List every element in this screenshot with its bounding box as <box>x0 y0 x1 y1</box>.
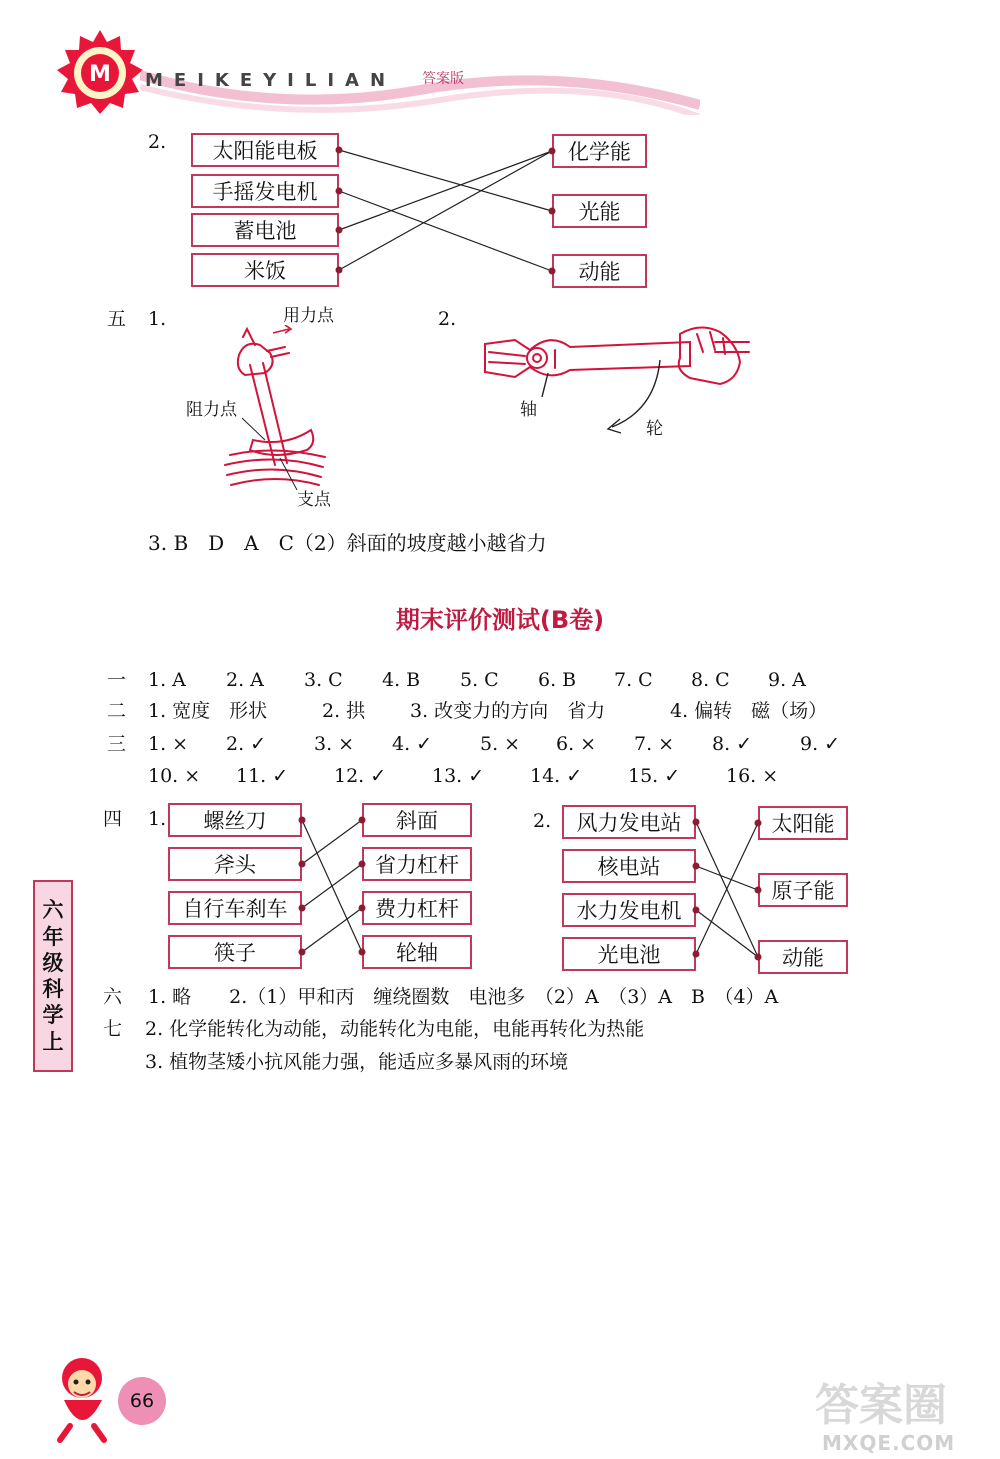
sec5-q3-answer: 3. B D A C（2）斜面的坡度越小越省力 <box>148 531 547 555</box>
grade-side-label <box>33 880 73 1072</box>
sec7-line1: 2. 化学能转化为动能，动能转化为电能，电能再转化为热能 <box>145 1018 645 1040</box>
answer-item: 15. ✓ <box>628 765 681 787</box>
sec6-label: 六 <box>103 986 123 1008</box>
match-right-item: 太阳能 <box>758 806 848 840</box>
answer-item: 8. ✓ <box>712 733 753 755</box>
match-left-item: 核电站 <box>562 849 696 883</box>
sec5-q1-number: 1. <box>148 308 167 330</box>
axle-label: 轴 <box>520 400 537 420</box>
effort-point-label: 用力点 <box>283 306 334 326</box>
mascot-icon <box>42 1348 122 1448</box>
match-left-item: 手摇发电机 <box>191 174 339 208</box>
answer-item: 5. × <box>480 733 521 755</box>
sec7-label: 七 <box>103 1018 123 1040</box>
side-char: 学 <box>42 1003 64 1028</box>
answer-item: 12. ✓ <box>334 765 387 787</box>
match-right-item: 动能 <box>758 940 848 974</box>
match-left-item: 自行车刹车 <box>168 891 302 925</box>
watermark-url: MXQE.COM <box>822 1431 956 1455</box>
answer-item: 10. × <box>148 765 201 787</box>
answer-item: 4. ✓ <box>392 733 433 755</box>
answer-item: 13. ✓ <box>432 765 485 787</box>
answer-item: 3. × <box>314 733 355 755</box>
answer-item: 8. C <box>691 669 730 691</box>
watermark-logo: 答案圈 <box>815 1380 947 1431</box>
resistance-point-label: 阻力点 <box>186 400 237 420</box>
match-right-item: 动能 <box>552 254 647 288</box>
answer-item: 1. A <box>148 669 186 691</box>
sec4-label: 四 <box>103 808 123 830</box>
sec5-q2-number: 2. <box>438 308 457 330</box>
match-left-item: 米饭 <box>191 253 339 287</box>
side-char: 级 <box>42 950 64 975</box>
side-char: 上 <box>42 1029 64 1054</box>
answer-item: 2. ✓ <box>226 733 267 755</box>
match-right-item: 斜面 <box>362 803 472 837</box>
sec4-match-lines <box>0 780 1000 1000</box>
match-left-item: 太阳能电板 <box>191 133 339 167</box>
brand-text: MEIKEYILIAN <box>145 70 397 91</box>
wheel-arrow-icon <box>520 355 700 445</box>
match-left-item: 螺丝刀 <box>168 803 302 837</box>
match-left-item: 筷子 <box>168 935 302 969</box>
sec5-label: 五 <box>107 308 127 330</box>
sec2-label: 二 <box>107 700 127 722</box>
answer-item: 11. ✓ <box>236 765 289 787</box>
answer-item: 14. ✓ <box>530 765 583 787</box>
match-right-item: 费力杠杆 <box>362 891 472 925</box>
match-left-item: 风力发电站 <box>562 805 696 839</box>
answer-item: 1. 宽度 形状 <box>148 700 268 722</box>
page-number: 66 <box>118 1377 166 1425</box>
fulcrum-label: 支点 <box>297 490 331 510</box>
edition-tag: 答案版 <box>422 71 464 87</box>
answer-item: 1. × <box>148 733 189 755</box>
match-left-item: 光电池 <box>562 937 696 971</box>
answer-item: 6. × <box>556 733 597 755</box>
answer-item: 3. C <box>304 669 343 691</box>
match-left-item: 水力发电机 <box>562 893 696 927</box>
answer-item: 16. × <box>726 765 779 787</box>
match-right-item: 化学能 <box>552 134 647 168</box>
answer-item: 3. 改变力的方向 省力 <box>410 700 606 722</box>
answer-item: 9. ✓ <box>800 733 841 755</box>
sec7-line2: 3. 植物茎矮小抗风能力强，能适应多暴风雨的环境 <box>145 1051 569 1073</box>
match-left-item: 蓄电池 <box>191 213 339 247</box>
page-title: 期末评价测试(B卷) <box>395 606 605 634</box>
match-left-item: 斧头 <box>168 847 302 881</box>
top-match-lines <box>0 0 1000 320</box>
answer-item: 6. B <box>538 669 577 691</box>
top-q2-number: 2. <box>148 131 167 153</box>
side-char: 六 <box>42 898 64 923</box>
answer-item: 9. A <box>768 669 806 691</box>
wheel-label: 轮 <box>646 419 663 439</box>
lever-pointer-lines <box>180 400 320 500</box>
side-char: 科 <box>42 977 64 1001</box>
answer-item: 4. 偏转 磁（场） <box>670 700 828 722</box>
side-char: 年 <box>42 924 64 949</box>
match-right-item: 光能 <box>552 194 647 228</box>
match-right-item: 原子能 <box>758 873 848 907</box>
sec3-label: 三 <box>107 733 127 755</box>
answer-item: 5. C <box>460 669 499 691</box>
answer-item: 4. B <box>382 669 421 691</box>
answer-item: 2. A <box>226 669 264 691</box>
logo-letter: M <box>89 62 111 87</box>
answer-item: 7. × <box>634 733 675 755</box>
answer-item: 7. C <box>614 669 653 691</box>
sec4-q1-number: 1. <box>148 808 167 830</box>
sec1-label: 一 <box>107 669 127 691</box>
match-right-item: 省力杠杆 <box>362 847 472 881</box>
match-right-item: 轮轴 <box>362 935 472 969</box>
answer-item: 2. 拱 <box>322 700 366 722</box>
sec4-q2-number: 2. <box>533 810 552 832</box>
sec6-answer: 1. 略 2.（1）甲和丙 缠绕圈数 电池多 （2）A （3）A B （4）A <box>148 986 779 1008</box>
